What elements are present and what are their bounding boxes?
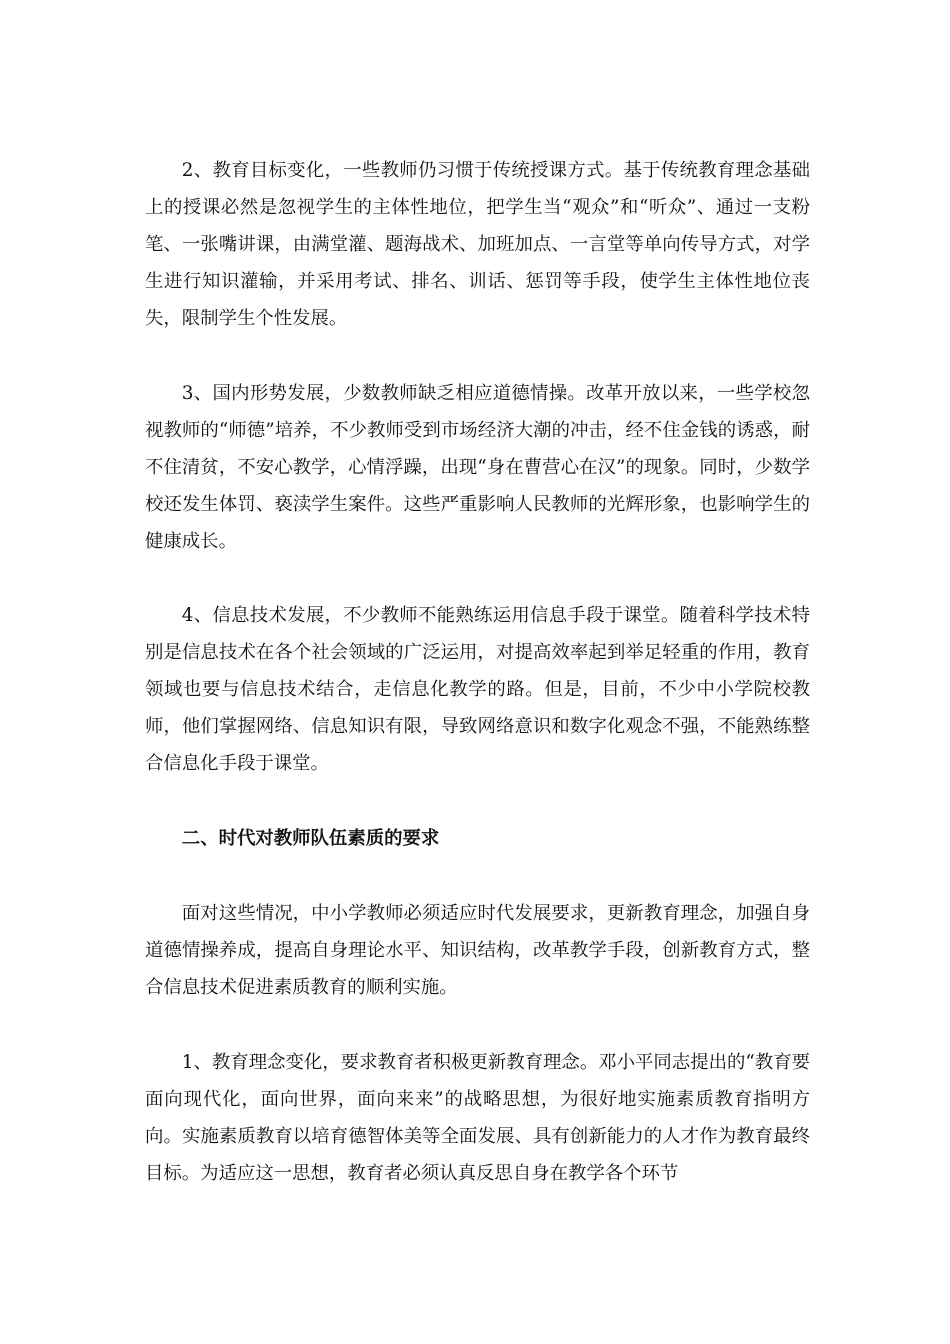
paragraph-teaching-goal: 2、教育目标变化，一些教师仍习惯于传统授课方式。基于传统教育理念基础上的授课必然是忽视学生的主体性地位，把学生当“观众”和“听众”、通过一支粉笔、一张嘴讲课，由满堂灌、题海战术、加班加点、一言堂等单向传导方式，对学生进行知识灌输，并采用考试、排名、训话、惩罚等手段，使学生主体性地位丧失，限制学生个性发展。: [145, 160, 810, 329]
paragraph-information-technology: 4、信息技术发展，不少教师不能熟练运用信息手段于课堂。随着科学技术特别是信息技术在各个社会领域的广泛运用，对提高效率起到举足轻重的作用，教育领域也要与信息技术结合，走信息化教学的路。但是，目前，不少中小学院校教师，他们掌握网络、信息知识有限，导致网络意识和数字化观念不强，不能熟练整合信息化手段于课堂。: [145, 605, 810, 774]
section-heading: 二、时代对教师队伍素质的要求: [181, 828, 440, 849]
paragraph-moral-ethics: 3、国内形势发展，少数教师缺乏相应道德情操。改革开放以来，一些学校忽视教师的“师德”培养，不少教师受到市场经济大潮的冲击，经不住金钱的诱惑，耐不住清贫，不安心教学，心情浮躁，出现“身在曹营心在汉”的现象。同时，少数学校还发生体罚、亵渎学生案件。这些严重影响人民教师的光辉形象，也影响学生的健康成长。: [145, 383, 810, 552]
paragraph-education-philosophy: 1、教育理念变化，要求教育者积极更新教育理念。邓小平同志提出的“教育要面向现代化，面向世界，面向来来”的战略思想，为很好地实施素质教育指明方向。实施素质教育以培育德智体美等全面发展、具有创新能力的人才作为教育最终目标。为适应这一思想，教育者必须认真反思自身在教学各个环节: [145, 1052, 810, 1184]
document-page: [145, 152, 810, 1192]
paragraph-requirements-intro: 面对这些情况，中小学教师必须适应时代发展要求，更新教育理念，加强自身道德情操养成，提高自身理论水平、知识结构，改革教学手段，创新教育方式，整合信息技术促进素质教育的顺利实施。: [145, 903, 810, 998]
